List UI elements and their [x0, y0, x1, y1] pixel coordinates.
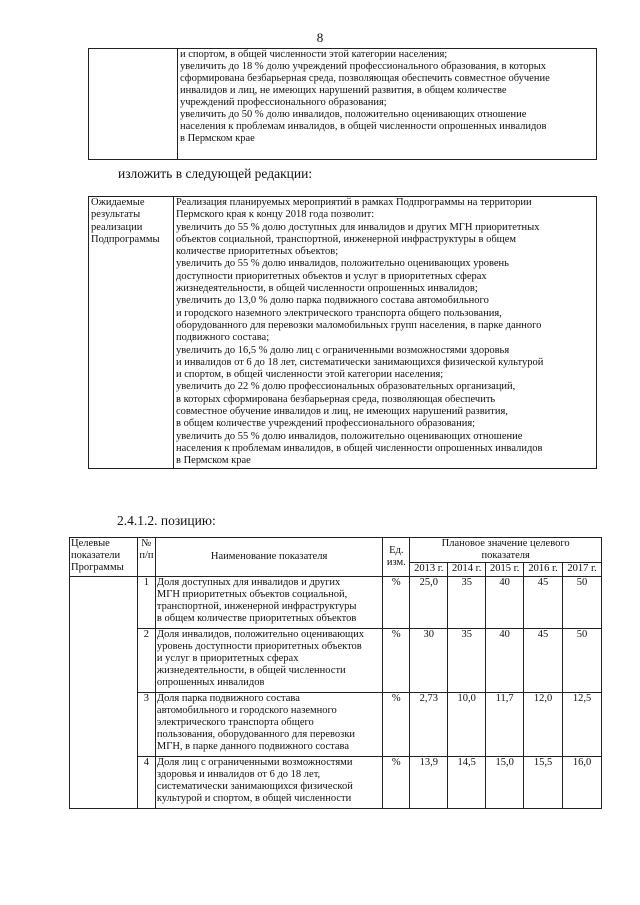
indicator-value: 25,0	[410, 576, 448, 628]
year-header: 2013 г.	[410, 563, 448, 576]
page-number: 8	[316, 30, 324, 45]
col-header-name: Наименование показателя	[155, 538, 382, 577]
expected-results-table	[88, 196, 597, 469]
indicator-name: Доля лиц с ограниченными возможностями здоровья и инвалидов от 6 до 18 лет, систематически занимающихся физической культурой и спортом, в общей численности	[155, 756, 382, 808]
row-number: 1	[137, 576, 155, 628]
row-number: 2	[137, 628, 155, 692]
col-header-targets: Целевые показатели Программы	[70, 538, 138, 577]
indicator-unit: %	[383, 576, 410, 628]
indicator-value: 12,5	[563, 692, 602, 756]
year-header: 2016 г.	[524, 563, 563, 576]
heading-position: 2.4.1.2. позицию:	[117, 513, 216, 528]
indicator-value: 11,7	[486, 692, 524, 756]
expected-results-text: Реализация планируемых мероприятий в рамках Подпрограммы на территории Пермского края к концу 2018 года позволит: увеличить до 55 % долю доступных для инвалидов и других МГН приоритетных объектов социальной, транспортной, инженерной инфраструктуры в общем количестве приоритетных объектов; увеличить до 55 % долю инвалидов, положительно оценивающих уровень доступности приоритетных объектов и услуг в приоритетных сферах жизнедеятельности, в общей численности опрошенных инвалидов; увеличить до 13,0 % долю парка подвижного состава автомобильного и городского наземного электрического транспорта общего пользования, оборудованного для перевозки маломобильных групп населения, в парке данного подвижного состава; увеличить до 16,5 % долю лиц с ограниченными возможностями здоровья и инвалидов от 6 до 18 лет, систематически занимающихся физической культурой и спортом, в общей численности этой категории населения; увеличить до 22 % долю профессиональных образовательных организаций, в которых сформирована безбарьерная среда, позволяющая обеспечить совместное обучение инвалидов и лиц, не имеющих нарушений развития, в общем количестве учреждений профессионального образования; увеличить до 55 % долю инвалидов, положительно оценивающих отношение населения к проблемам инвалидов, в общей численности опрошенных инвалидов в Пермском крае	[174, 197, 597, 469]
year-header: 2015 г.	[486, 563, 524, 576]
indicator-value: 2,73	[410, 692, 448, 756]
indicator-value: 35	[448, 628, 486, 692]
targets-cell	[70, 576, 138, 808]
top-table-label-cell	[89, 49, 178, 160]
indicator-value: 35	[448, 576, 486, 628]
indicator-value: 40	[486, 628, 524, 692]
top-table-text: и спортом, в общей численности этой категории населения; увеличить до 18 % долю учреждений профессионального образования, в которых сформирована безбарьерная среда, позволяющая обеспечить совместное обучение инвалидов и лиц, не имеющих нарушений развития, в общем количестве учреждений профессионального образования; увеличить до 50 % долю инвалидов, положительно оценивающих отношение населения к проблемам инвалидов, в общей численности опрошенных инвалидов в Пермском крае	[178, 49, 597, 160]
indicator-value: 50	[563, 576, 602, 628]
indicator-name: Доля инвалидов, положительно оценивающих уровень доступности приоритетных объектов и услуг в приоритетных сферах жизнедеятельности, в общей численности опрошенных инвалидов	[155, 628, 382, 692]
indicator-value: 13,9	[410, 756, 448, 808]
indicator-value: 15,5	[524, 756, 563, 808]
indicator-unit: %	[383, 628, 410, 692]
table-row	[70, 756, 602, 808]
year-header: 2017 г.	[563, 563, 602, 576]
col-header-number: № п/п	[137, 538, 155, 577]
row-number: 4	[137, 756, 155, 808]
indicators-table	[69, 537, 602, 809]
indicator-name: Доля доступных для инвалидов и других МГН приоритетных объектов социальной, транспортной, инженерной инфраструктуры в общем количестве приоритетных объектов	[155, 576, 382, 628]
indicator-value: 45	[524, 576, 563, 628]
indicator-unit: %	[383, 756, 410, 808]
indicator-value: 15,0	[486, 756, 524, 808]
col-header-plan: Плановое значение целевого показателя	[410, 538, 602, 563]
col-header-unit: Ед. изм.	[383, 538, 410, 577]
indicator-value: 50	[563, 628, 602, 692]
indicator-value: 12,0	[524, 692, 563, 756]
heading-replace: изложить в следующей редакции:	[118, 166, 313, 181]
expected-results-label: Ожидаемые результаты реализации Подпрограммы	[89, 197, 174, 469]
top-table	[88, 48, 597, 160]
indicator-value: 45	[524, 628, 563, 692]
year-header: 2014 г.	[448, 563, 486, 576]
indicator-unit: %	[383, 692, 410, 756]
indicator-value: 16,0	[563, 756, 602, 808]
indicator-value: 14,5	[448, 756, 486, 808]
table-row	[70, 692, 602, 756]
indicator-value: 10,0	[448, 692, 486, 756]
indicator-value: 30	[410, 628, 448, 692]
table-row	[70, 628, 602, 692]
table-row	[70, 576, 602, 628]
indicator-name: Доля парка подвижного состава автомобильного и городского наземного электрического транспорта общего пользования, оборудованного для перевозки МГН, в парке данного подвижного состава	[155, 692, 382, 756]
indicator-value: 40	[486, 576, 524, 628]
row-number: 3	[137, 692, 155, 756]
